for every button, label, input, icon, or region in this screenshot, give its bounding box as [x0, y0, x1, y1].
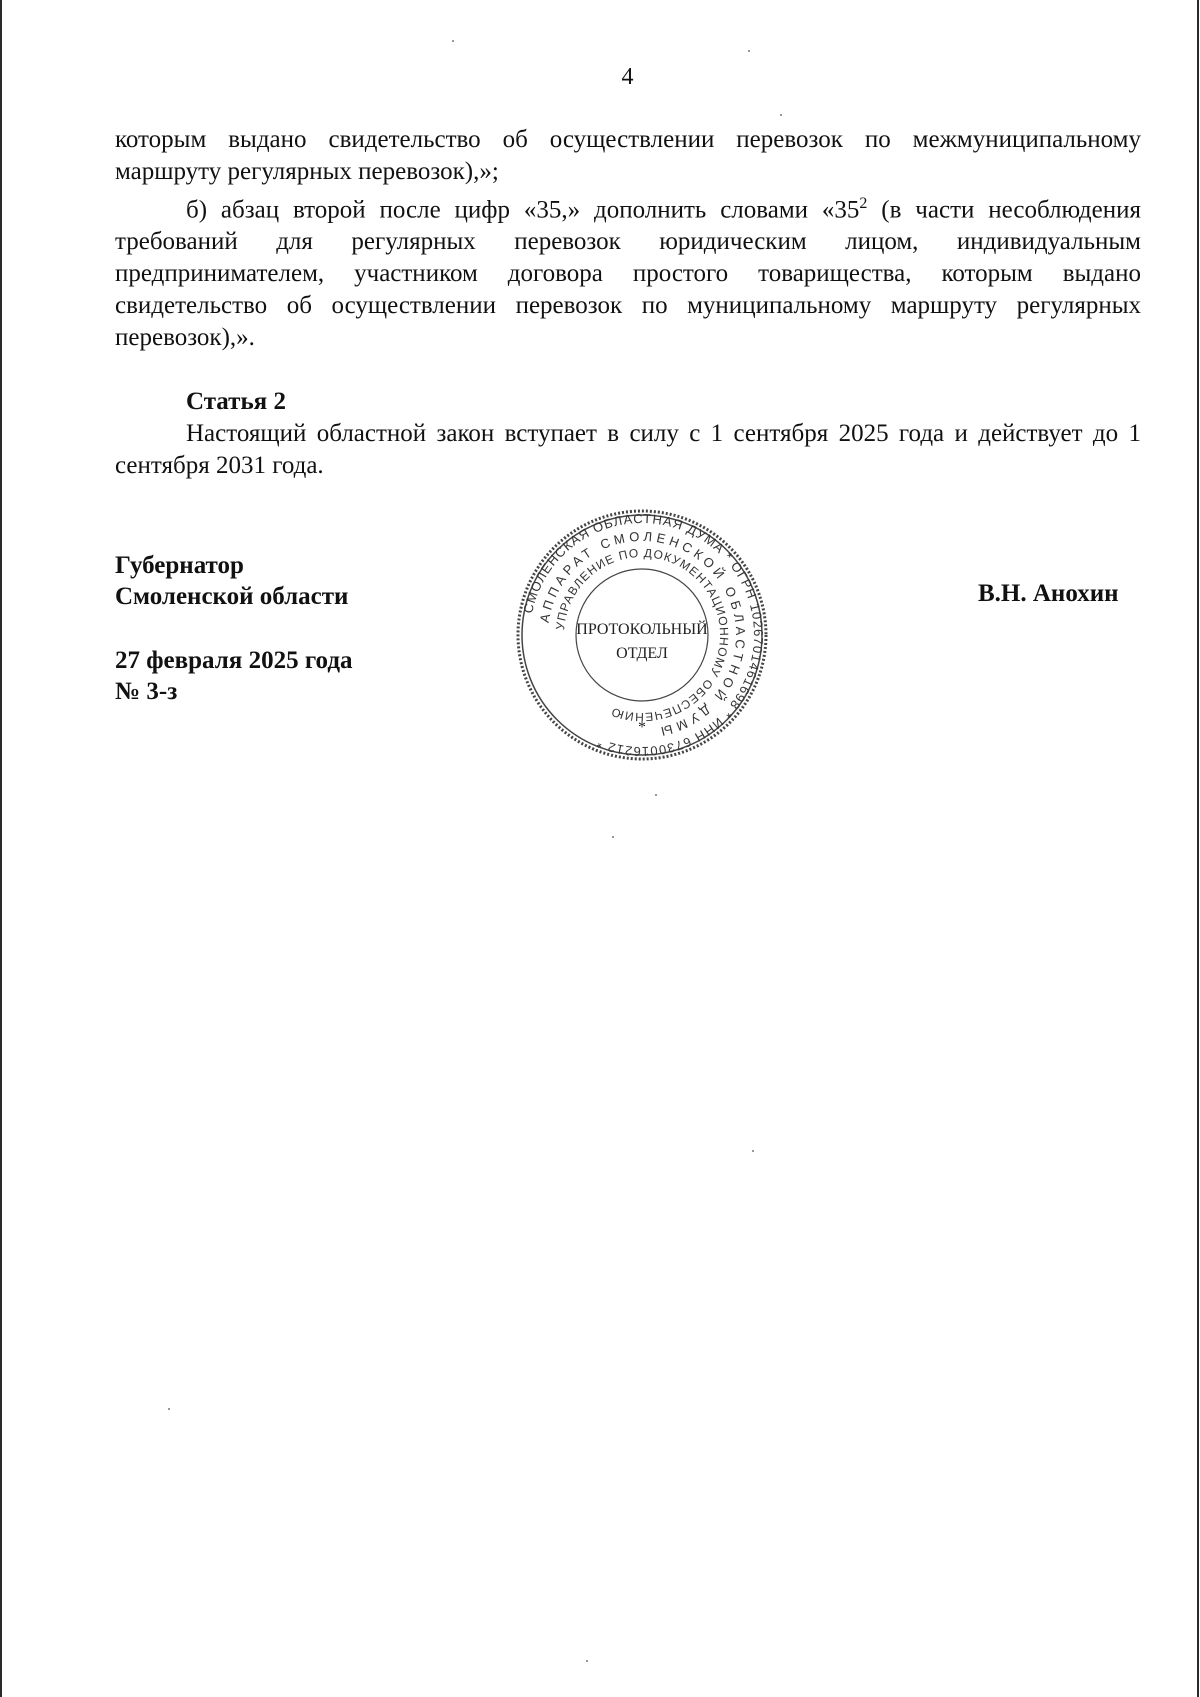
law-date: 27 февраля 2025 года — [115, 647, 353, 674]
signature-block — [115, 550, 352, 707]
seal-center-line2: ОТДЕЛ — [616, 645, 668, 662]
signatory-position-line2: Смоленской области — [115, 583, 349, 610]
paragraph-3: Настоящий областной закон вступает в силу с 1 сентября 2025 года и действует до 1 сентября 2031 года. — [115, 420, 1141, 479]
scan-edge-right — [1197, 0, 1199, 1697]
scan-speck — [655, 794, 657, 796]
seal-inner-text: УПРАВЛЕНИЕ ПО ДОКУМЕНТАЦИОННОМУ ОБЕСПЕЧЕНИЮ — [553, 545, 732, 725]
scan-speck — [780, 114, 782, 116]
seal-star: * — [638, 719, 646, 736]
scan-speck — [586, 1660, 588, 1662]
signatory-name: В.Н. Анохин — [978, 580, 1119, 607]
article-heading: Статья 2 — [186, 388, 286, 415]
superscript: 2 — [859, 195, 868, 212]
scan-speck — [752, 1150, 754, 1152]
scan-speck — [452, 40, 454, 42]
seal-center-line1: ПРОТОКОЛЬНЫЙ — [576, 621, 708, 638]
scan-speck — [612, 836, 614, 838]
paragraph-2-end: (в части несоблюдения требований для регулярных перевозок юридическим лицом, индивидуальным предпринимателем, участником договора простого товарищества, которым выдано свидетельство об осуществлении перевозок по муниципальному маршруту регулярных перевозок),». — [115, 196, 1141, 352]
page-number: 4 — [621, 64, 634, 90]
paragraph-1: которым выдано свидетельство об осуществлении перевозок по межмуниципальному маршруту регулярных перевозок),»; — [115, 126, 1141, 185]
scan-speck — [748, 50, 750, 52]
paragraph-2-start: б) абзац второй после цифр «35,» дополнить словами «35 — [186, 196, 860, 224]
body-text — [115, 124, 1141, 354]
scan-edge-left — [0, 0, 2, 1697]
official-seal — [510, 508, 774, 762]
law-number: № 3-з — [115, 678, 178, 705]
paragraph-2 — [115, 188, 1141, 354]
seal-outer-text: СМОЛЕНСКАЯ ОБЛАСТНАЯ ДУМА * ОГРН 1026701461698 * ИНН 6730016212 * — [520, 510, 767, 760]
seal-middle-text: АППАРАТ СМОЛЕНСКОЙ ОБЛАСТНОЙ ДУМЫ — [536, 528, 749, 740]
signatory-position-line1: Губернатор — [115, 552, 244, 579]
article-2 — [115, 386, 1141, 482]
scan-speck — [168, 1408, 170, 1410]
